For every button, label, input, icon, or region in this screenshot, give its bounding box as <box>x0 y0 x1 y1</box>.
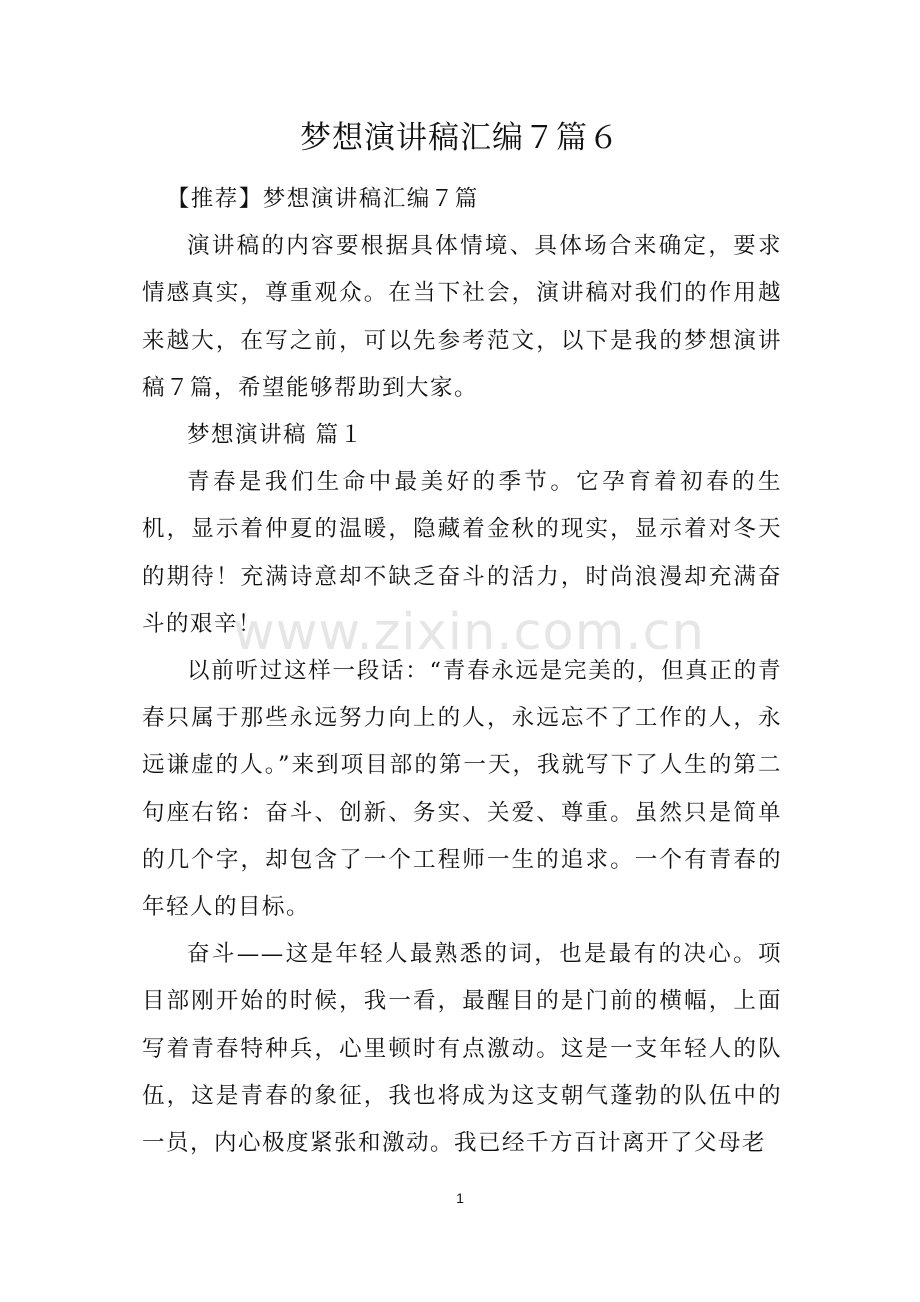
section-heading: 梦想演讲稿 篇１ <box>187 422 364 449</box>
watermark: www.zixin.com.cn <box>233 603 705 662</box>
body-paragraph: 奋斗——这是年轻人最熟悉的词，也是最有的决心。项目部刚开始的时候，我一看，最醒目的是门前的横幅，上面写着青春特种兵，心里顿时有点激动。这是一支年轻人的队伍，这是青春的象征，我也将成为这支朝气蓬勃的队伍中的一员，内心极度紧张和激动。我已经千方百计离开了父母老 <box>142 941 782 1157</box>
recommend-heading: 【推荐】梦想演讲稿汇编７篇 <box>166 186 479 212</box>
document-body <box>142 176 782 1167</box>
intro-paragraph: 演讲稿的内容要根据具体情境、具体场合来确定，要求情感真实，尊重观众。在当下社会，演讲稿对我们的作用越来越大，在写之前，可以先参考范文，以下是我的梦想演讲稿７篇，希望能够帮助到大家。 <box>142 233 782 401</box>
body-paragraph: 以前听过这样一段话：“青春永远是完美的，但真正的青春只属于那些永远努力向上的人，永远忘不了工作的人，永远谦虚的人。”来到项目部的第一天，我就写下了人生的第二句座右铭：奋斗、创新、务实、关爱、尊重。虽然只是简单的几个字，却包含了一个工程师一生的追求。一个有青春的年轻人的目标。 <box>142 658 782 921</box>
body-paragraph: 青春是我们生命中最美好的季节。它孕育着初春的生机，显示着仲夏的温暖，隐藏着金秋的现实，显示着对冬天的期待！充满诗意却不缺乏奋斗的活力，时尚浪漫却充满奋斗的艰辛！ <box>142 469 782 637</box>
page-number: 1 <box>456 1190 464 1206</box>
document-title: 梦想演讲稿汇编７篇６ <box>300 120 620 156</box>
